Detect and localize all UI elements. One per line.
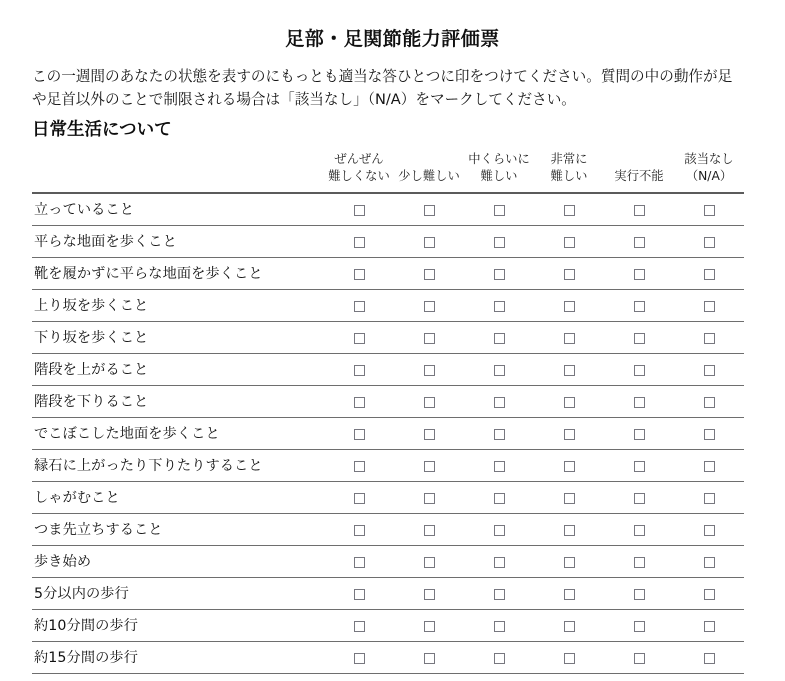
checkbox[interactable] — [354, 397, 365, 408]
response-cell[interactable] — [324, 481, 394, 513]
response-cell[interactable] — [604, 545, 674, 577]
table-row — [32, 481, 744, 513]
checkbox[interactable] — [564, 653, 575, 664]
question-label: 靴を履かずに平らな地面を歩くこと — [32, 257, 324, 289]
response-cell[interactable] — [464, 353, 534, 385]
response-cell[interactable] — [394, 353, 464, 385]
checkbox[interactable] — [424, 301, 435, 312]
checkbox[interactable] — [354, 365, 365, 376]
response-cell[interactable] — [394, 193, 464, 226]
response-table — [32, 151, 744, 674]
checkbox[interactable] — [494, 397, 505, 408]
response-cell[interactable] — [394, 577, 464, 609]
response-table-container — [32, 151, 744, 674]
table-row — [32, 545, 744, 577]
question-label: 縁石に上がったり下りたりすること — [32, 449, 324, 481]
question-label: 階段を上がること — [32, 353, 324, 385]
checkbox[interactable] — [494, 237, 505, 248]
checkbox[interactable] — [564, 333, 575, 344]
checkbox[interactable] — [564, 237, 575, 248]
response-cell[interactable] — [604, 385, 674, 417]
response-cell[interactable] — [604, 449, 674, 481]
response-cell[interactable] — [604, 481, 674, 513]
checkbox[interactable] — [564, 493, 575, 504]
response-cell[interactable] — [394, 321, 464, 353]
response-cell[interactable] — [464, 385, 534, 417]
response-cell[interactable] — [674, 321, 744, 353]
table-row — [32, 577, 744, 609]
response-cell[interactable] — [534, 545, 604, 577]
checkbox[interactable] — [564, 269, 575, 280]
column-header-not-applicable — [674, 151, 744, 193]
response-cell[interactable] — [534, 321, 604, 353]
response-cell[interactable] — [464, 513, 534, 545]
response-cell[interactable] — [674, 225, 744, 257]
question-label: 約15分間の歩行 — [32, 641, 324, 673]
checkbox[interactable] — [704, 429, 715, 440]
response-cell[interactable] — [394, 641, 464, 673]
table-header — [32, 151, 744, 193]
checkbox[interactable] — [354, 205, 365, 216]
checkbox[interactable] — [424, 493, 435, 504]
table-row — [32, 353, 744, 385]
checkbox[interactable] — [494, 333, 505, 344]
response-cell[interactable] — [604, 353, 674, 385]
checkbox[interactable] — [424, 397, 435, 408]
response-cell[interactable] — [674, 449, 744, 481]
checkbox[interactable] — [634, 333, 645, 344]
table-body — [32, 193, 744, 674]
checkbox[interactable] — [704, 237, 715, 248]
checkbox[interactable] — [354, 525, 365, 536]
checkbox[interactable] — [424, 429, 435, 440]
response-cell[interactable] — [324, 513, 394, 545]
table-row — [32, 385, 744, 417]
response-cell[interactable] — [534, 449, 604, 481]
checkbox[interactable] — [424, 653, 435, 664]
response-cell[interactable] — [464, 289, 534, 321]
response-cell[interactable] — [324, 641, 394, 673]
checkbox[interactable] — [704, 365, 715, 376]
response-cell[interactable] — [394, 513, 464, 545]
table-row — [32, 609, 744, 641]
response-cell[interactable] — [324, 545, 394, 577]
response-cell[interactable] — [674, 481, 744, 513]
column-header-line-2: 難しい — [480, 169, 518, 184]
question-label: 階段を下りること — [32, 385, 324, 417]
response-cell[interactable] — [674, 417, 744, 449]
checkbox[interactable] — [634, 557, 645, 568]
response-cell[interactable] — [674, 545, 744, 577]
checkbox[interactable] — [424, 333, 435, 344]
question-label: 立っていること — [32, 193, 324, 226]
response-cell[interactable] — [464, 321, 534, 353]
column-header-line-1: 実行不能 — [614, 169, 664, 184]
response-cell[interactable] — [674, 353, 744, 385]
checkbox[interactable] — [634, 653, 645, 664]
response-cell[interactable] — [674, 641, 744, 673]
column-header-slightly-difficult — [394, 151, 464, 193]
checkbox[interactable] — [424, 237, 435, 248]
response-cell[interactable] — [604, 289, 674, 321]
instructions-line-1: この一週間のあなたの状態を表すのにもっとも適当な答ひとつに印をつけてください。質問の中の動作が足 — [32, 67, 733, 85]
response-cell[interactable] — [534, 257, 604, 289]
section-heading: 日常生活について — [32, 119, 172, 140]
checkbox[interactable] — [354, 333, 365, 344]
response-cell[interactable] — [324, 321, 394, 353]
checkbox[interactable] — [634, 525, 645, 536]
column-header-line-1: 中くらいに — [468, 151, 530, 166]
checkbox[interactable] — [354, 237, 365, 248]
checkbox[interactable] — [634, 429, 645, 440]
column-header-line-1: 該当なし — [684, 151, 734, 166]
checkbox[interactable] — [494, 589, 505, 600]
table-row — [32, 417, 744, 449]
response-cell[interactable] — [604, 577, 674, 609]
checkbox[interactable] — [494, 525, 505, 536]
response-cell[interactable] — [604, 321, 674, 353]
response-cell[interactable] — [324, 417, 394, 449]
instructions-line-2: や足首以外のことで制限される場合は「該当なし」（N/A）をマークしてください。 — [32, 91, 576, 109]
checkbox[interactable] — [564, 429, 575, 440]
response-cell[interactable] — [394, 481, 464, 513]
response-cell[interactable] — [534, 513, 604, 545]
response-cell[interactable] — [394, 385, 464, 417]
checkbox[interactable] — [564, 557, 575, 568]
checkbox[interactable] — [564, 205, 575, 216]
checkbox[interactable] — [354, 461, 365, 472]
checkbox[interactable] — [634, 461, 645, 472]
checkbox[interactable] — [704, 557, 715, 568]
response-cell[interactable] — [604, 193, 674, 226]
response-cell[interactable] — [534, 385, 604, 417]
response-cell[interactable] — [674, 289, 744, 321]
response-cell[interactable] — [604, 417, 674, 449]
response-cell[interactable] — [604, 513, 674, 545]
column-header-line-2: 難しくない — [328, 169, 390, 184]
question-label: でこぼこした地面を歩くこと — [32, 417, 324, 449]
checkbox[interactable] — [704, 653, 715, 664]
question-label: 約10分間の歩行 — [32, 609, 324, 641]
checkbox[interactable] — [634, 205, 645, 216]
checkbox[interactable] — [704, 333, 715, 344]
response-cell[interactable] — [604, 641, 674, 673]
response-cell[interactable] — [394, 449, 464, 481]
response-cell[interactable] — [674, 609, 744, 641]
table-row — [32, 449, 744, 481]
checkbox[interactable] — [634, 397, 645, 408]
column-header-unable-to-do — [604, 151, 674, 193]
response-cell[interactable] — [464, 545, 534, 577]
checkbox[interactable] — [564, 525, 575, 536]
checkbox[interactable] — [424, 461, 435, 472]
response-cell[interactable] — [464, 257, 534, 289]
checkbox[interactable] — [354, 589, 365, 600]
response-cell[interactable] — [324, 449, 394, 481]
response-cell[interactable] — [394, 417, 464, 449]
checkbox[interactable] — [354, 621, 365, 632]
response-cell[interactable] — [674, 385, 744, 417]
checkbox[interactable] — [634, 237, 645, 248]
response-cell[interactable] — [464, 577, 534, 609]
checkbox[interactable] — [704, 621, 715, 632]
response-cell[interactable] — [464, 193, 534, 226]
column-header-not-difficult — [324, 151, 394, 193]
question-label: 5分以内の歩行 — [32, 577, 324, 609]
checkbox[interactable] — [704, 589, 715, 600]
table-row — [32, 289, 744, 321]
checkbox[interactable] — [564, 365, 575, 376]
table-row — [32, 513, 744, 545]
question-label: つま先立ちすること — [32, 513, 324, 545]
response-cell[interactable] — [534, 641, 604, 673]
checkbox[interactable] — [494, 461, 505, 472]
question-label: 下り坂を歩くこと — [32, 321, 324, 353]
column-header-line-1: 非常に — [550, 151, 588, 166]
checkbox[interactable] — [704, 493, 715, 504]
response-cell[interactable] — [394, 609, 464, 641]
column-header-line-1: ぜんぜん — [334, 151, 384, 166]
response-cell[interactable] — [324, 225, 394, 257]
checkbox[interactable] — [564, 461, 575, 472]
checkbox[interactable] — [424, 525, 435, 536]
column-header-line-2: 難しい — [550, 169, 588, 184]
response-cell[interactable] — [394, 257, 464, 289]
checkbox[interactable] — [354, 301, 365, 312]
response-cell[interactable] — [464, 417, 534, 449]
checkbox[interactable] — [424, 621, 435, 632]
page-title: 足部・足関節能力評価票 — [285, 28, 500, 50]
question-label: 平らな地面を歩くこと — [32, 225, 324, 257]
checkbox[interactable] — [424, 557, 435, 568]
table-row — [32, 641, 744, 673]
response-cell[interactable] — [394, 225, 464, 257]
checkbox[interactable] — [424, 269, 435, 280]
checkbox[interactable] — [704, 301, 715, 312]
response-cell[interactable] — [464, 449, 534, 481]
column-header-line-2: （N/A） — [685, 169, 733, 184]
checkbox[interactable] — [564, 301, 575, 312]
response-cell[interactable] — [534, 193, 604, 226]
response-cell[interactable] — [534, 225, 604, 257]
response-cell[interactable] — [324, 193, 394, 226]
checkbox[interactable] — [494, 493, 505, 504]
table-row — [32, 225, 744, 257]
checkbox[interactable] — [634, 589, 645, 600]
checkbox[interactable] — [564, 589, 575, 600]
response-cell[interactable] — [324, 289, 394, 321]
response-cell[interactable] — [534, 289, 604, 321]
table-row — [32, 257, 744, 289]
question-label: 上り坂を歩くこと — [32, 289, 324, 321]
response-cell[interactable] — [324, 609, 394, 641]
response-cell[interactable] — [394, 289, 464, 321]
response-cell[interactable] — [534, 353, 604, 385]
response-cell[interactable] — [674, 513, 744, 545]
checkbox[interactable] — [634, 621, 645, 632]
response-cell[interactable] — [534, 609, 604, 641]
response-cell[interactable] — [604, 225, 674, 257]
checkbox[interactable] — [424, 589, 435, 600]
response-cell[interactable] — [394, 545, 464, 577]
response-cell[interactable] — [674, 193, 744, 226]
checkbox[interactable] — [354, 557, 365, 568]
response-cell[interactable] — [324, 577, 394, 609]
checkbox[interactable] — [494, 557, 505, 568]
response-cell[interactable] — [464, 481, 534, 513]
checkbox[interactable] — [494, 653, 505, 664]
checkbox[interactable] — [704, 205, 715, 216]
checkbox[interactable] — [564, 397, 575, 408]
checkbox[interactable] — [704, 397, 715, 408]
checkbox[interactable] — [634, 493, 645, 504]
question-label: 歩き始め — [32, 545, 324, 577]
checkbox[interactable] — [634, 365, 645, 376]
column-header-extremely-difficult — [534, 151, 604, 193]
checkbox[interactable] — [354, 493, 365, 504]
checkbox[interactable] — [704, 461, 715, 472]
checkbox[interactable] — [494, 621, 505, 632]
column-header-item — [32, 151, 324, 193]
checkbox[interactable] — [564, 621, 575, 632]
response-cell[interactable] — [604, 257, 674, 289]
checkbox[interactable] — [424, 205, 435, 216]
response-cell[interactable] — [464, 609, 534, 641]
response-cell[interactable] — [534, 417, 604, 449]
checkbox[interactable] — [704, 525, 715, 536]
checkbox[interactable] — [494, 269, 505, 280]
response-cell[interactable] — [674, 577, 744, 609]
checkbox[interactable] — [704, 269, 715, 280]
response-cell[interactable] — [464, 225, 534, 257]
response-cell[interactable] — [324, 257, 394, 289]
response-cell[interactable] — [604, 609, 674, 641]
response-cell[interactable] — [534, 577, 604, 609]
checkbox[interactable] — [494, 301, 505, 312]
table-row — [32, 193, 744, 226]
table-row — [32, 321, 744, 353]
checkbox[interactable] — [634, 269, 645, 280]
checkbox[interactable] — [634, 301, 645, 312]
instructions-paragraph — [32, 65, 755, 112]
response-cell[interactable] — [534, 481, 604, 513]
checkbox[interactable] — [354, 653, 365, 664]
checkbox[interactable] — [494, 429, 505, 440]
column-header-line-1: 少し難しい — [398, 169, 460, 184]
response-cell[interactable] — [674, 257, 744, 289]
checkbox[interactable] — [494, 365, 505, 376]
question-label: しゃがむこと — [32, 481, 324, 513]
checkbox[interactable] — [354, 429, 365, 440]
column-header-moderately-difficult — [464, 151, 534, 193]
response-cell[interactable] — [324, 385, 394, 417]
checkbox[interactable] — [354, 269, 365, 280]
checkbox[interactable] — [424, 365, 435, 376]
response-cell[interactable] — [464, 641, 534, 673]
response-cell[interactable] — [324, 353, 394, 385]
checkbox[interactable] — [494, 205, 505, 216]
